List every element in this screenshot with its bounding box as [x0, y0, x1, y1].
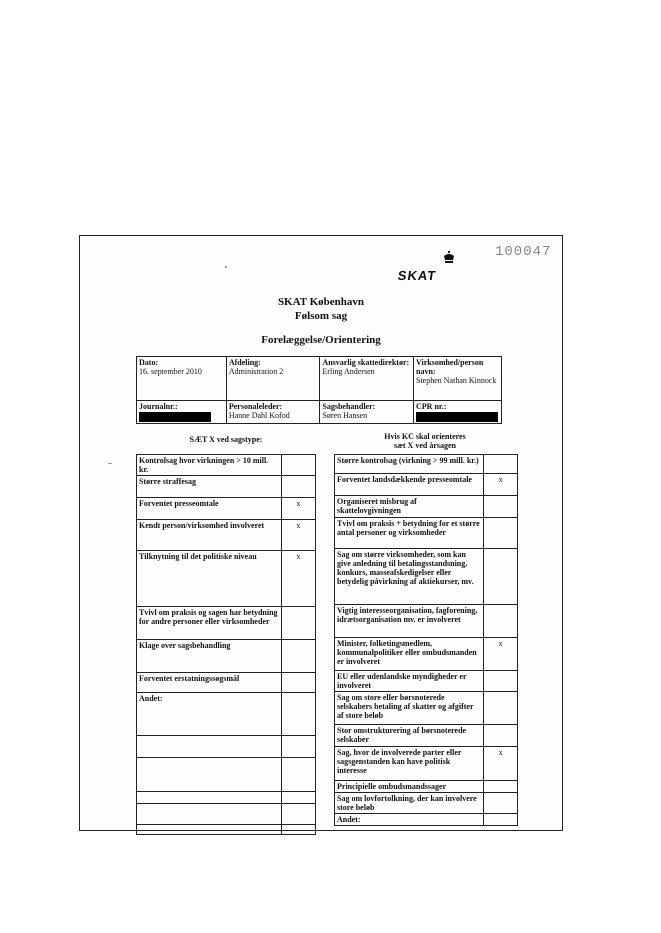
case-type-mark: x — [281, 520, 315, 551]
case-type-label: Tvivl om praksis og sagen har betydning for andre personer eller virksomheder — [137, 607, 282, 640]
reason-mark — [484, 814, 518, 826]
cpr-redaction — [416, 412, 498, 422]
reason-label: Sag om store eller børsnoterede selskabers betaling af skatter og afgifter af store beløb — [335, 692, 484, 725]
table-row — [137, 520, 316, 551]
case-type-mark — [281, 476, 315, 498]
reason-mark — [484, 692, 518, 725]
table-row — [335, 814, 518, 826]
cpr-cell — [414, 401, 502, 424]
case-type-mark — [281, 693, 315, 736]
caseworker-value: Søren Hansen — [322, 411, 368, 420]
table-row — [335, 455, 518, 474]
empty-cell — [137, 736, 282, 758]
case-type-mark — [281, 455, 315, 476]
department-cell — [226, 357, 320, 401]
empty-cell — [281, 758, 315, 792]
reason-mark — [484, 518, 518, 549]
journal-redaction — [139, 412, 211, 422]
case-type-label: Større straffesag — [137, 476, 282, 498]
manager-cell — [226, 401, 320, 424]
table-row — [335, 638, 518, 671]
table-row — [335, 793, 518, 814]
case-type-label: Tilknytning til det politiske niveau — [137, 551, 282, 607]
kc-heading-line2: sæt X ved årsagen — [394, 441, 456, 450]
reason-mark — [484, 549, 518, 605]
subject-label: Virksomhed/person navn: — [416, 358, 484, 376]
case-type-label: Forventet presseomtale — [137, 498, 282, 520]
scan-speck — [108, 463, 112, 464]
empty-cell — [281, 792, 315, 804]
case-type-heading: SÆT X ved sagstype: — [189, 435, 263, 444]
table-row — [137, 640, 316, 673]
case-type-mark: x — [281, 551, 315, 607]
empty-cell — [281, 825, 315, 835]
case-type-label: Kendt person/virksomhed involveret — [137, 520, 282, 551]
table-row — [335, 474, 518, 496]
manager-label: Personaleleder: — [228, 402, 283, 411]
case-type-label: Andet: — [137, 693, 282, 736]
table-row — [335, 549, 518, 605]
caseworker-label: Sagsbehandler: — [322, 402, 376, 411]
reason-mark: x — [484, 474, 518, 496]
table-row — [137, 693, 316, 736]
table-row — [137, 758, 316, 792]
document-number: 100047 — [495, 244, 552, 260]
table-row — [137, 607, 316, 640]
reason-label: Sag, hvor de involverede parter eller sagsgenstanden kan have politisk interesse — [335, 747, 484, 781]
reason-label: Organiseret misbrug af skattelovgivningen — [335, 496, 484, 518]
scanned-document — [79, 235, 563, 831]
table-row — [137, 825, 316, 835]
table-row — [335, 518, 518, 549]
case-type-label: Kontrolsag hvor virkningen > 10 mill. kr. — [137, 455, 282, 476]
reason-mark — [484, 793, 518, 814]
subject-cell — [414, 357, 502, 401]
cpr-label: CPR nr.: — [416, 402, 447, 411]
date-value: 16. september 2010 — [139, 367, 202, 376]
subject-value: Stephen Nathan Kinnock — [416, 376, 497, 385]
empty-cell — [281, 736, 315, 758]
case-type-mark: x — [281, 498, 315, 520]
table-row — [335, 781, 518, 793]
reason-label: EU eller udenlandske myndigheder er involveret — [335, 671, 484, 692]
reason-label: Sag om større virksomheder, som kan give anledning til betalingsstandsning, konkurs, masseafskedigelser eller betydelig påvirkning af aktiekurser, mv. — [335, 549, 484, 605]
case-type-mark — [281, 640, 315, 673]
table-row — [137, 673, 316, 693]
table-row — [137, 804, 316, 825]
table-row — [335, 692, 518, 725]
sensitivity-title: Følsom sag — [294, 310, 348, 322]
reason-mark: x — [484, 747, 518, 781]
reason-mark — [484, 671, 518, 692]
case-type-mark — [281, 607, 315, 640]
empty-cell — [137, 825, 282, 835]
kc-heading — [334, 432, 516, 450]
empty-cell — [137, 792, 282, 804]
table-row — [137, 498, 316, 520]
office-title: SKAT København — [277, 296, 365, 308]
reason-label: Sag om lovfortolkning, der kan involvere store beløb — [335, 793, 484, 814]
reason-label: Stor omstrukturering af børsnoterede selskaber — [335, 725, 484, 747]
document-title: Forelæggelse/Orientering — [261, 334, 381, 346]
caseworker-cell — [320, 401, 414, 424]
reason-label: Større kontrolsag (virkning > 99 mill. kr.) — [335, 455, 484, 474]
director-label: Ansvarlig skattedirektør: — [322, 358, 410, 367]
table-row — [137, 792, 316, 804]
reason-label: Tvivl om praksis + betydning for et større antal personer og virksomheder — [335, 518, 484, 549]
table-row — [335, 671, 518, 692]
table-row — [137, 736, 316, 758]
case-type-label: Forventet erstatningssøgsmål — [137, 673, 282, 693]
reason-mark: x — [484, 638, 518, 671]
director-value: Erling Andersen — [322, 367, 375, 376]
reason-label: Forventet landsdækkende presseomtale — [335, 474, 484, 496]
kc-heading-line1: Hvis KC skal orienteres — [384, 432, 466, 441]
empty-cell — [137, 758, 282, 792]
reason-mark — [484, 725, 518, 747]
empty-cell — [137, 804, 282, 825]
reason-label: Minister, folketingsmedlem, kommunalpolitiker eller ombudsmanden er involveret — [335, 638, 484, 671]
reason-label: Vigtig interesseorganisation, fagforening, idrætsorganisation mv. er involveret — [335, 605, 484, 638]
reason-mark — [484, 781, 518, 793]
date-cell — [137, 357, 227, 401]
table-row — [137, 455, 316, 476]
case-type-label: Klage over sagsbehandling — [137, 640, 282, 673]
reason-mark — [484, 455, 518, 474]
journal-cell — [137, 401, 227, 424]
reason-label: Principielle ombudsmandssager — [335, 781, 484, 793]
table-row — [335, 747, 518, 781]
empty-cell — [281, 804, 315, 825]
manager-value: Hanne Dahl Kofod — [228, 411, 290, 420]
department-label: Afdeling: — [228, 358, 261, 367]
crown-icon — [442, 250, 456, 264]
reason-mark — [484, 605, 518, 638]
kc-reason-table — [334, 454, 518, 826]
case-type-table — [136, 454, 316, 835]
table-row — [137, 476, 316, 498]
table-row — [335, 496, 518, 518]
table-row — [335, 605, 518, 638]
journal-label: Journalnr.: — [139, 402, 178, 411]
table-row — [137, 551, 316, 607]
case-header-table — [136, 356, 502, 424]
table-row — [335, 725, 518, 747]
reason-label: Andet: — [335, 814, 484, 826]
date-label: Dato: — [139, 358, 159, 367]
department-value: Administration 2 — [228, 367, 284, 376]
skat-logo: SKAT — [396, 268, 438, 283]
scan-speck — [225, 266, 227, 268]
director-cell — [320, 357, 414, 401]
reason-mark — [484, 496, 518, 518]
case-type-mark — [281, 673, 315, 693]
